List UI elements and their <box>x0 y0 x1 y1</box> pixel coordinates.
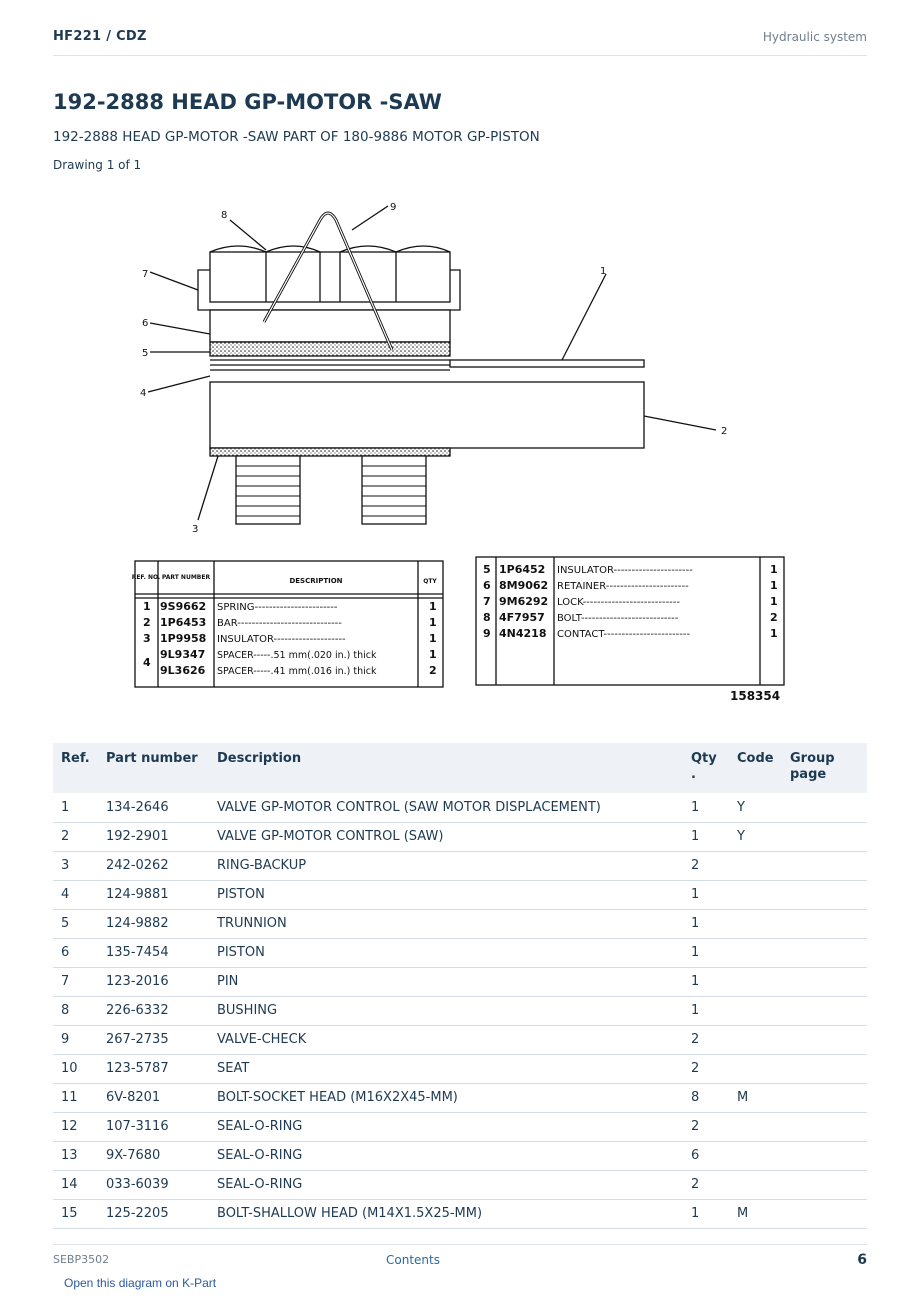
legend-part: 4N4218 <box>499 627 547 640</box>
legend-part: 1P6452 <box>499 563 546 576</box>
table-row <box>53 1170 867 1199</box>
cell-description: BOLT-SOCKET HEAD (M16X2X45-MM) <box>217 1083 691 1112</box>
legend-ref: 1 <box>143 600 151 613</box>
callout-8: 8 <box>221 210 228 221</box>
legend-desc: BAR----------------------------- <box>217 618 342 629</box>
legend-part: 9L3626 <box>160 664 206 677</box>
cell-qty: 1 <box>691 996 737 1025</box>
legend-qty: 1 <box>770 595 778 608</box>
cell-code <box>737 967 790 996</box>
legend-desc: CONTACT------------------------ <box>557 629 691 640</box>
cell-group-page <box>790 967 867 996</box>
cell-qty: 1 <box>691 909 737 938</box>
cell-qty: 6 <box>691 1141 737 1170</box>
cell-ref: 11 <box>53 1083 106 1112</box>
cell-group-page <box>790 1170 867 1199</box>
cell-ref: 14 <box>53 1170 106 1199</box>
legend-qty: 1 <box>429 600 437 613</box>
cell-group-page <box>790 1199 867 1228</box>
col-description: Description <box>217 743 691 793</box>
assembly-drawing <box>148 206 716 524</box>
cell-part-number: 134-2646 <box>106 793 217 822</box>
legend-header-part: PART NUMBER <box>161 574 211 581</box>
col-part-number: Part number <box>106 743 217 793</box>
legend-ref: 8 <box>483 611 491 624</box>
cell-code: M <box>737 1083 790 1112</box>
page-number: 6 <box>857 1252 867 1268</box>
cell-group-page <box>790 909 867 938</box>
legend-qty: 1 <box>429 616 437 629</box>
legend-part: 1P9958 <box>160 632 207 645</box>
table-row <box>53 938 867 967</box>
legend-header-desc: DESCRIPTION <box>289 577 343 585</box>
parts-diagram <box>120 190 800 720</box>
cell-group-page <box>790 938 867 967</box>
cell-ref: 12 <box>53 1112 106 1141</box>
cell-description: PISTON <box>217 880 691 909</box>
cell-group-page <box>790 1083 867 1112</box>
table-row <box>53 851 867 880</box>
legend-qty: 1 <box>429 648 437 661</box>
cell-code: Y <box>737 822 790 851</box>
footer-doc-code: SEBP3502 <box>53 1253 110 1266</box>
callout-3: 3 <box>192 524 199 535</box>
cell-ref: 7 <box>53 967 106 996</box>
cell-group-page <box>790 996 867 1025</box>
cell-qty: 1 <box>691 880 737 909</box>
cell-description: SEAL-O-RING <box>217 1112 691 1141</box>
header-divider <box>53 55 867 56</box>
cell-description: VALVE GP-MOTOR CONTROL (SAW MOTOR DISPLACEMENT) <box>217 793 691 822</box>
table-row <box>53 1199 867 1228</box>
legend-qty: 1 <box>770 563 778 576</box>
cell-group-page <box>790 1112 867 1141</box>
legend-desc: SPACER-----.41 mm(.016 in.) thick <box>217 666 377 677</box>
cell-group-page <box>790 793 867 822</box>
col-ref: Ref. <box>53 743 106 793</box>
header-section: Hydraulic system <box>762 30 867 44</box>
table-row <box>53 909 867 938</box>
cell-part-number: 9X-7680 <box>106 1141 217 1170</box>
legend-part: 1P6453 <box>160 616 207 629</box>
cell-qty: 1 <box>691 938 737 967</box>
legend-ref: 3 <box>143 632 151 645</box>
cell-description: BOLT-SHALLOW HEAD (M14X1.5X25-MM) <box>217 1199 691 1228</box>
cell-description: SEAT <box>217 1054 691 1083</box>
legend-header-ref: REF. NO. <box>131 574 161 581</box>
cell-part-number: 107-3116 <box>106 1112 217 1141</box>
legend-right-rows <box>483 563 778 640</box>
table-row <box>53 793 867 822</box>
callout-9: 9 <box>390 202 397 213</box>
cell-qty: 1 <box>691 967 737 996</box>
legend-ref: 4 <box>143 656 151 669</box>
cell-part-number: 123-2016 <box>106 967 217 996</box>
page-subtitle: 192-2888 HEAD GP-MOTOR -SAW PART OF 180-9886 MOTOR GP-PISTON <box>53 129 540 145</box>
cell-description: VALVE GP-MOTOR CONTROL (SAW) <box>217 822 691 851</box>
legend-qty: 1 <box>429 632 437 645</box>
cell-ref: 1 <box>53 793 106 822</box>
cell-part-number: 124-9881 <box>106 880 217 909</box>
cell-qty: 2 <box>691 851 737 880</box>
contents-link[interactable]: Contents <box>386 1253 440 1267</box>
cell-description: PIN <box>217 967 691 996</box>
cell-qty: 2 <box>691 1025 737 1054</box>
cell-ref: 4 <box>53 880 106 909</box>
cell-part-number: 6V-8201 <box>106 1083 217 1112</box>
table-row <box>53 880 867 909</box>
cell-description: RING-BACKUP <box>217 851 691 880</box>
cell-qty: 1 <box>691 1199 737 1228</box>
drawing-label: Drawing 1 of 1 <box>53 158 142 172</box>
cell-ref: 10 <box>53 1054 106 1083</box>
drawing-number: 158354 <box>730 689 781 703</box>
legend-ref: 9 <box>483 627 491 640</box>
legend-qty: 1 <box>770 627 778 640</box>
cell-code <box>737 1112 790 1141</box>
cell-description: VALVE-CHECK <box>217 1025 691 1054</box>
cell-part-number: 242-0262 <box>106 851 217 880</box>
cell-group-page <box>790 822 867 851</box>
cell-group-page <box>790 880 867 909</box>
cell-part-number: 125-2205 <box>106 1199 217 1228</box>
legend-desc: INSULATOR-------------------- <box>217 634 346 645</box>
cell-description: TRUNNION <box>217 909 691 938</box>
cell-ref: 3 <box>53 851 106 880</box>
table-row <box>53 1141 867 1170</box>
table-header-row <box>53 743 867 793</box>
cell-group-page <box>790 1054 867 1083</box>
cell-qty: 1 <box>691 822 737 851</box>
cell-code <box>737 938 790 967</box>
cell-code: M <box>737 1199 790 1228</box>
legend-desc: SPRING----------------------- <box>217 602 338 613</box>
cell-part-number: 267-2735 <box>106 1025 217 1054</box>
cell-qty: 2 <box>691 1054 737 1083</box>
cell-group-page <box>790 1025 867 1054</box>
legend-ref: 5 <box>483 563 491 576</box>
cell-ref: 13 <box>53 1141 106 1170</box>
cell-part-number: 123-5787 <box>106 1054 217 1083</box>
legend-header-qty: QTY <box>423 578 437 585</box>
legend-qty: 2 <box>770 611 778 624</box>
kpart-link[interactable]: Open this diagram on K-Part <box>64 1276 217 1290</box>
callout-4: 4 <box>140 388 147 399</box>
parts-table <box>53 743 867 1229</box>
col-qty: Qty . <box>691 743 737 793</box>
cell-ref: 6 <box>53 938 106 967</box>
cell-qty: 2 <box>691 1170 737 1199</box>
legend-left-rows <box>143 600 437 677</box>
legend-part: 9M6292 <box>499 595 549 608</box>
cell-part-number: 124-9882 <box>106 909 217 938</box>
cell-part-number: 033-6039 <box>106 1170 217 1199</box>
cell-qty: 2 <box>691 1112 737 1141</box>
cell-ref: 15 <box>53 1199 106 1228</box>
cell-code <box>737 1025 790 1054</box>
cell-ref: 2 <box>53 822 106 851</box>
cell-qty: 8 <box>691 1083 737 1112</box>
legend-desc: BOLT--------------------------- <box>557 613 679 624</box>
legend-part: 9L9347 <box>160 648 206 661</box>
legend-part: 9S9662 <box>160 600 207 613</box>
cell-code <box>737 1170 790 1199</box>
callout-2: 2 <box>721 426 728 437</box>
legend-ref: 2 <box>143 616 151 629</box>
table-row <box>53 967 867 996</box>
table-row <box>53 1083 867 1112</box>
cell-group-page <box>790 1141 867 1170</box>
cell-code <box>737 1054 790 1083</box>
cell-ref: 9 <box>53 1025 106 1054</box>
table-row <box>53 1112 867 1141</box>
cell-code <box>737 996 790 1025</box>
cell-qty: 1 <box>691 793 737 822</box>
table-row <box>53 1025 867 1054</box>
cell-description: PISTON <box>217 938 691 967</box>
callout-1: 1 <box>600 266 607 277</box>
cell-code <box>737 909 790 938</box>
legend-ref: 6 <box>483 579 491 592</box>
legend-part: 4F7957 <box>499 611 545 624</box>
cell-part-number: 192-2901 <box>106 822 217 851</box>
cell-ref: 5 <box>53 909 106 938</box>
table-row <box>53 822 867 851</box>
cell-ref: 8 <box>53 996 106 1025</box>
col-code: Code <box>737 743 790 793</box>
cell-group-page <box>790 851 867 880</box>
cell-part-number: 226-6332 <box>106 996 217 1025</box>
legend-qty: 1 <box>770 579 778 592</box>
header-model: HF221 / CDZ <box>53 29 147 44</box>
legend-ref: 7 <box>483 595 491 608</box>
cell-code: Y <box>737 793 790 822</box>
legend-desc: RETAINER----------------------- <box>557 581 689 592</box>
cell-description: SEAL-O-RING <box>217 1170 691 1199</box>
cell-description: SEAL-O-RING <box>217 1141 691 1170</box>
callout-5: 5 <box>142 348 149 359</box>
page-title: 192-2888 HEAD GP-MOTOR -SAW <box>53 90 442 114</box>
callout-7: 7 <box>142 269 149 280</box>
cell-code <box>737 851 790 880</box>
col-group-page: Group page <box>790 743 867 793</box>
legend-desc: INSULATOR---------------------- <box>557 565 693 576</box>
callout-6: 6 <box>142 318 149 329</box>
legend-desc: LOCK--------------------------- <box>557 597 681 608</box>
cell-part-number: 135-7454 <box>106 938 217 967</box>
legend-part: 8M9062 <box>499 579 549 592</box>
table-row <box>53 996 867 1025</box>
legend-qty: 2 <box>429 664 437 677</box>
cell-code <box>737 880 790 909</box>
footer-divider <box>53 1244 867 1245</box>
cell-code <box>737 1141 790 1170</box>
table-row <box>53 1054 867 1083</box>
legend-desc: SPACER-----.51 mm(.020 in.) thick <box>217 650 377 661</box>
cell-description: BUSHING <box>217 996 691 1025</box>
